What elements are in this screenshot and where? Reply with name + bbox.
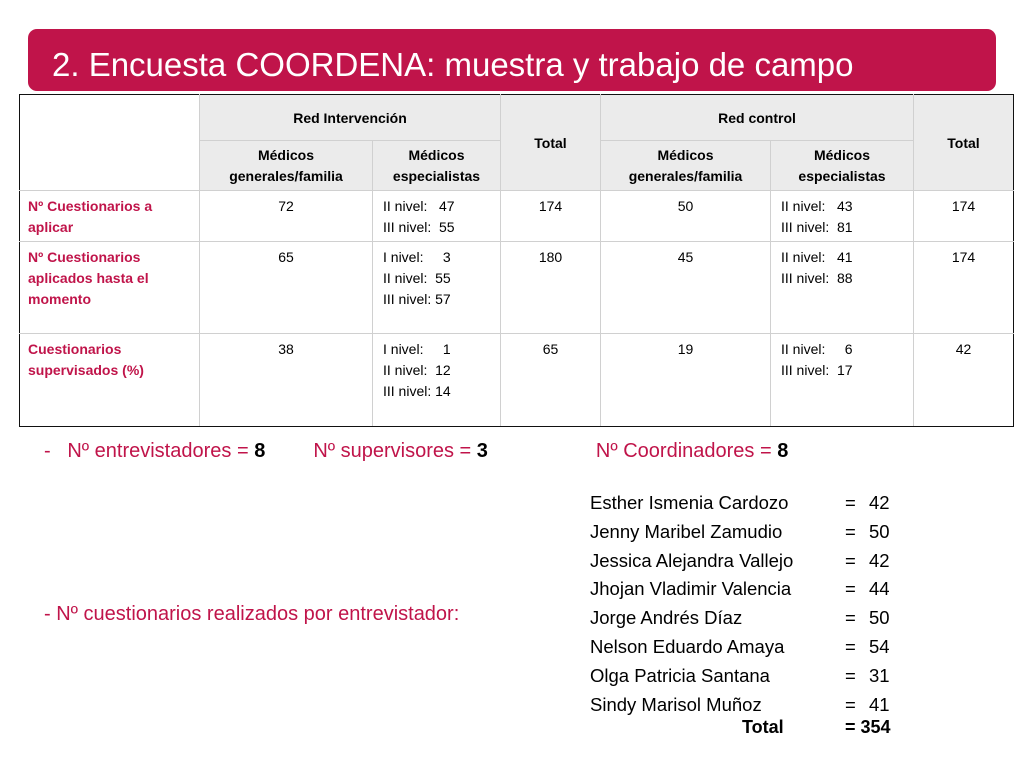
header-red-intervencion: Red Intervención <box>200 95 501 141</box>
cell-int-gp: 72 <box>200 191 373 242</box>
interviewer-name: Nelson Eduardo Amaya <box>590 635 785 657</box>
cell-int-gp: 65 <box>200 242 373 334</box>
cell-int-esp: I nivel: 1 II nivel: 12 III nivel: 14 <box>373 334 501 427</box>
supervisores-value: 3 <box>476 440 488 462</box>
equals-sign: = <box>845 607 856 629</box>
cell-ctl-total: 174 <box>914 242 1014 334</box>
subheader-ctl-gp: Médicos generales/familia <box>601 141 771 191</box>
table-row <box>20 242 1014 334</box>
cell-ctl-gp: 19 <box>601 334 771 427</box>
interviewer-name: Sindy Marisol Muñoz <box>590 693 762 715</box>
cell-ctl-gp: 50 <box>601 191 771 242</box>
cell-ctl-total: 42 <box>914 334 1014 427</box>
coordinadores-label: Nº Coordinadores = <box>595 440 778 462</box>
interviewer-count: 54 <box>869 635 890 657</box>
entrevistadores-label: Nº entrevistadores = <box>67 440 255 462</box>
interviewer-name: Jorge Andrés Díaz <box>590 607 743 629</box>
subheader-ctl-esp: Médicos especialistas <box>771 141 914 191</box>
supervisores-label: Nº supervisores = <box>313 440 477 462</box>
cell-ctl-esp: II nivel: 41 III nivel: 88 <box>771 242 914 334</box>
cell-int-esp: II nivel: 47 III nivel: 55 <box>373 191 501 242</box>
cell-int-total: 180 <box>501 242 601 334</box>
interviewer-count: 44 <box>869 578 890 600</box>
cell-ctl-gp: 45 <box>601 242 771 334</box>
staff-summary <box>44 440 788 463</box>
equals-sign: = <box>845 693 856 715</box>
subheader-int-gp: Médicos generales/familia <box>200 141 373 191</box>
cell-ctl-total: 174 <box>914 191 1014 242</box>
equals-sign: = <box>845 520 856 542</box>
equals-sign: = <box>845 578 856 600</box>
interviewer-name: Jenny Maribel Zamudio <box>590 520 783 542</box>
interviewer-count: 50 <box>869 520 890 542</box>
row-label: Cuestionarios supervisados (%) <box>20 334 200 427</box>
corner-cell <box>20 95 200 191</box>
total-row <box>590 717 920 741</box>
interviewer-name: Esther Ismenia Cardozo <box>590 492 789 513</box>
table-row <box>20 191 1014 242</box>
title-banner <box>28 29 996 91</box>
interviewer-count: 50 <box>869 607 890 629</box>
interviewer-name: Jhojan Vladimir Valencia <box>590 578 792 600</box>
cuestionarios-por-entrevistador-label: - Nº cuestionarios realizados por entrevistador: <box>44 603 460 625</box>
interviewer-count: 31 <box>869 664 890 686</box>
subheader-int-esp: Médicos especialistas <box>373 141 501 191</box>
coordinadores-value: 8 <box>777 440 789 462</box>
total-label: Total <box>742 717 784 737</box>
bullet-dash: - <box>44 440 51 462</box>
header-red-control: Red control <box>601 95 914 141</box>
cell-ctl-esp: II nivel: 43 III nivel: 81 <box>771 191 914 242</box>
equals-sign: = <box>845 635 856 657</box>
cell-ctl-esp: II nivel: 6 III nivel: 17 <box>771 334 914 427</box>
cell-int-total: 174 <box>501 191 601 242</box>
equals-sign: = <box>845 549 856 571</box>
survey-table <box>19 94 1014 427</box>
interviewer-count: 42 <box>869 492 890 513</box>
cell-int-total: 65 <box>501 334 601 427</box>
header-total-intervencion: Total <box>501 95 601 191</box>
interviewer-name: Jessica Alejandra Vallejo <box>590 549 794 571</box>
header-total-control: Total <box>914 95 1014 191</box>
equals-sign: = <box>845 492 856 513</box>
row-label: Nº Cuestionarios aplicados hasta el momento <box>20 242 200 334</box>
interviewer-count: 42 <box>869 549 890 571</box>
equals-sign: = <box>845 664 856 686</box>
interviewer-name: Olga Patricia Santana <box>590 664 770 686</box>
entrevistadores-value: 8 <box>254 440 266 462</box>
page-title: 2. Encuesta COORDENA: muestra y trabajo de campo <box>52 46 854 83</box>
interviewer-count: 41 <box>869 693 890 715</box>
cell-int-esp: I nivel: 3 II nivel: 55 III nivel: 57 <box>373 242 501 334</box>
table-row <box>20 334 1014 427</box>
row-label: Nº Cuestionarios a aplicar <box>20 191 200 242</box>
total-value: = 354 <box>845 717 891 737</box>
cell-int-gp: 38 <box>200 334 373 427</box>
